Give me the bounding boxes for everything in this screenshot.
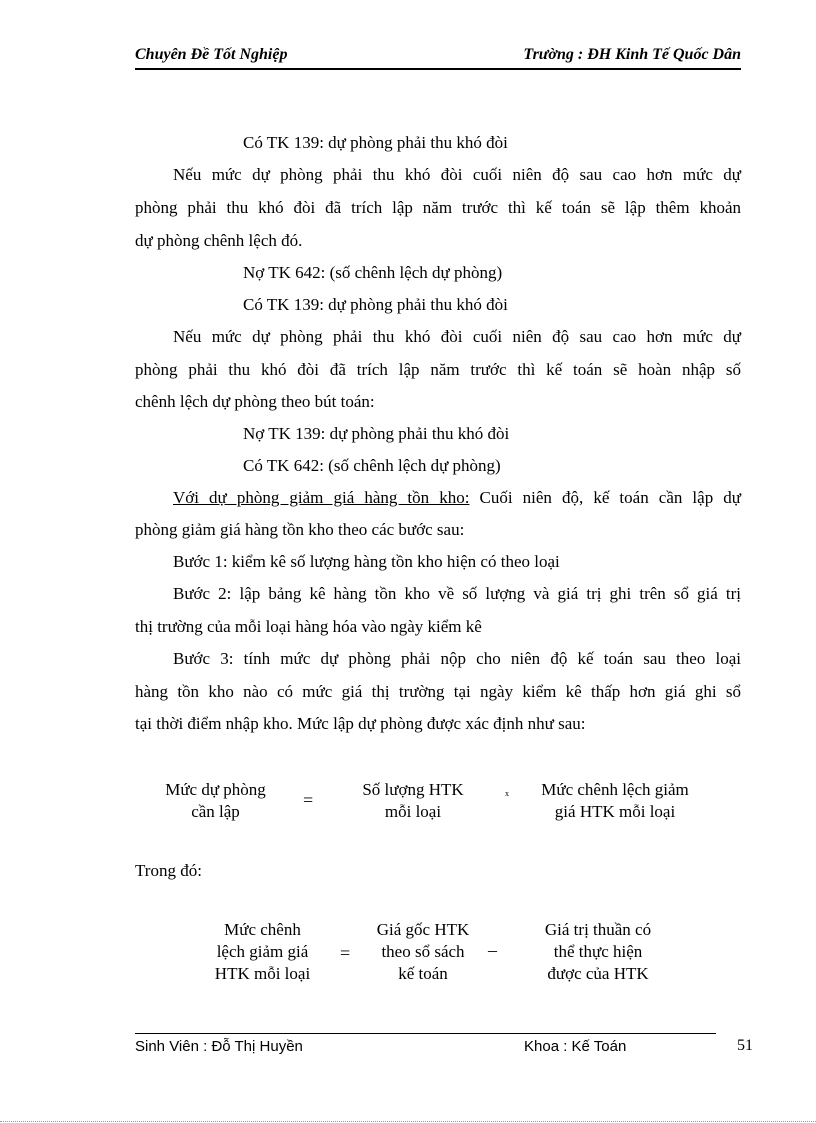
paragraph-line: chênh lệch dự phòng theo bút toán: bbox=[135, 392, 375, 411]
page-number: 51 bbox=[737, 1037, 753, 1054]
entry-line: Có TK 139: dự phòng phải thu khó đòi bbox=[243, 133, 508, 152]
multiply-sign: x bbox=[505, 789, 509, 798]
step-line: hàng tồn kho nào có mức giá thị trường tại ngày kiểm kê thấp hơn giá ghi sổ bbox=[135, 682, 741, 701]
header-school: Trường : ĐH Kinh Tế Quốc Dân bbox=[523, 46, 741, 63]
equals-sign: = bbox=[303, 790, 314, 810]
paragraph-line: Nếu mức dự phòng phải thu khó đòi cuối niên độ sau cao hơn mức dự bbox=[173, 165, 741, 184]
formula-term: Mức chênh lệch giảm giá HTK mỗi loại bbox=[541, 780, 689, 821]
footer-faculty: Khoa : Kế Toán bbox=[524, 1038, 627, 1055]
step-line: thị trường của mỗi loại hàng hóa vào ngày kiểm kê bbox=[135, 617, 482, 636]
formula-term: Số lượng HTK mỗi loại bbox=[362, 780, 464, 821]
paragraph-line: dự phòng chênh lệch đó. bbox=[135, 231, 303, 250]
paragraph-line: phòng giảm giá hàng tồn kho theo các bước sau: bbox=[135, 520, 465, 539]
formula-term: Giá gốc HTK theo sổ sách kế toán bbox=[376, 920, 470, 983]
header-title: Chuyên Đề Tốt Nghiệp bbox=[135, 46, 288, 63]
paragraph-line: Với dự phòng giảm giá hàng tồn kho: Cuối niên độ, kế toán cần lập dự bbox=[173, 488, 741, 507]
step-line: tại thời điểm nhập kho. Mức lập dự phòng được xác định như sau: bbox=[135, 714, 586, 733]
section-heading: Với dự phòng giảm giá hàng tồn kho: bbox=[173, 488, 470, 507]
footer-rule bbox=[135, 1033, 716, 1034]
step-line: Bước 3: tính mức dự phòng phải nộp cho niên độ kế toán sau theo loại bbox=[173, 649, 741, 668]
page-header bbox=[135, 44, 741, 70]
entry-line: Nợ TK 642: (số chênh lệch dự phòng) bbox=[243, 263, 503, 282]
page-edge bbox=[0, 1121, 816, 1122]
formula-lhs: Mức chênh lệch giảm giá HTK mỗi loại bbox=[214, 920, 311, 983]
entry-line: Nợ TK 139: dự phòng phải thu khó đòi bbox=[243, 424, 510, 443]
footer-student: Sinh Viên : Đỗ Thị Huyền bbox=[135, 1038, 303, 1055]
formula-term: Giá trị thuần có thể thực hiện được của HTK bbox=[544, 920, 652, 983]
formula-lhs: Mức dự phòng cần lập bbox=[165, 780, 266, 821]
equals-sign: = bbox=[340, 943, 351, 963]
entry-line: Có TK 139: dự phòng phải thu khó đòi bbox=[243, 295, 508, 314]
step-line: Bước 1: kiểm kê số lượng hàng tồn kho hiện có theo loại bbox=[173, 552, 560, 571]
paragraph-line: Nếu mức dự phòng phải thu khó đòi cuối niên độ sau cao hơn mức dự bbox=[173, 327, 741, 346]
step-line: Bước 2: lập bảng kê hàng tồn kho về số lượng và giá trị ghi trên sổ giá trị bbox=[173, 584, 741, 603]
entry-line: Có TK 642: (số chênh lệch dự phòng) bbox=[243, 456, 501, 475]
paragraph-line: phòng phải thu khó đòi đã trích lập năm trước thì kế toán sẽ lập thêm khoản bbox=[135, 198, 741, 217]
minus-sign: – bbox=[488, 940, 497, 960]
paragraph-line: phòng phải thu khó đòi đã trích lập năm trước thì kế toán sẽ hoàn nhập số bbox=[135, 360, 741, 379]
where-label: Trong đó: bbox=[135, 861, 202, 880]
